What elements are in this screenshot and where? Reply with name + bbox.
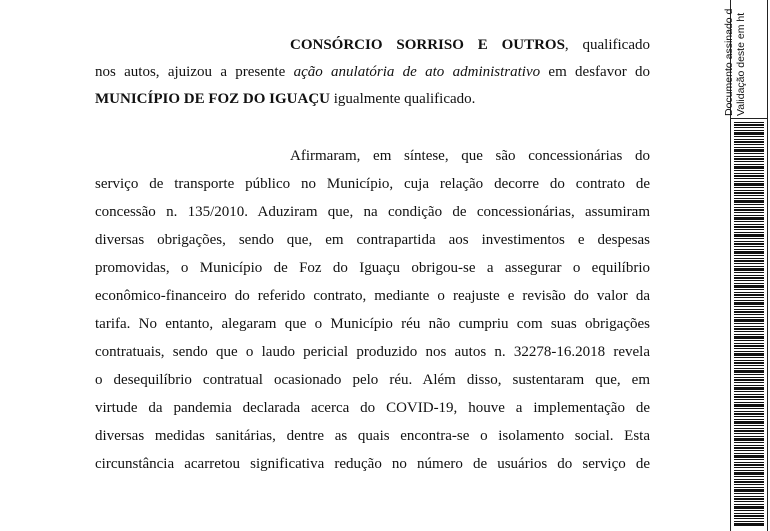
paragraph-1-line-1: CONSÓRCIO SORRISO E OUTROS, qualificado [290,37,650,53]
signature-sidebar [723,0,768,531]
paragraph-2-line-2: serviço de transporte público no Município, cuja relação decorre do contrato de [95,176,650,192]
defendant-name: MUNICÍPIO DE FOZ DO IGUAÇU [95,91,331,107]
action-type: ação anulatória de ato administrativo [293,64,541,80]
paragraph-2-line-5: promovidas, o Município de Foz do Iguaçu obrigou-se a assegurar o equilíbrio [95,260,650,276]
plaintiff-name: CONSÓRCIO SORRISO E OUTROS [290,37,565,53]
paragraph-1-line-2: nos autos, ajuizou a presente ação anulatória de ato administrativo em desfavor do [95,64,651,80]
sidebar-divider [731,118,767,119]
validation-barcode [734,122,764,527]
paragraph-2-line-4: diversas obrigações, sendo que, em contrapartida aos investimentos e despesas [95,232,650,248]
paragraph-2-line-10: virtude da pandemia declarada acerca do COVID-19, houve a implementação de [95,400,650,416]
paragraph-2-line-7: tarifa. No entanto, alegaram que o Município réu não cumpriu com suas obrigações [95,316,650,332]
paragraph-2-line-1: Afirmaram, em síntese, que são concessionárias do [290,148,650,164]
paragraph-2-line-6: econômico-financeiro do referido contrato, mediante o reajuste e revisão do valor da [95,288,650,304]
paragraph-2-line-3: concessão n. 135/2010. Aduziram que, na condição de concessionárias, assumiram [95,204,650,220]
signature-notice [723,0,763,116]
signature-notice-line-1: Documento assinado d [723,8,735,116]
paragraph-2-line-12: circunstância acarretou significativa redução no número de usuários do serviço de [95,456,650,472]
paragraph-2-line-9: o desequilíbrio contratual ocasionado pelo réu. Além disso, sustentaram que, em [95,372,650,388]
paragraph-1-line-3: MUNICÍPIO DE FOZ DO IGUAÇU igualmente qualificado. [95,91,476,107]
signature-notice-line-2: Validação deste em ht [735,12,747,116]
paragraph-2-line-8: contratuais, sendo que o laudo pericial produzido nos autos n. 32278-16.2018 revela [95,344,650,360]
paragraph-2-line-11: diversas medidas sanitárias, dentre as quais encontra-se o isolamento social. Esta [95,428,650,444]
